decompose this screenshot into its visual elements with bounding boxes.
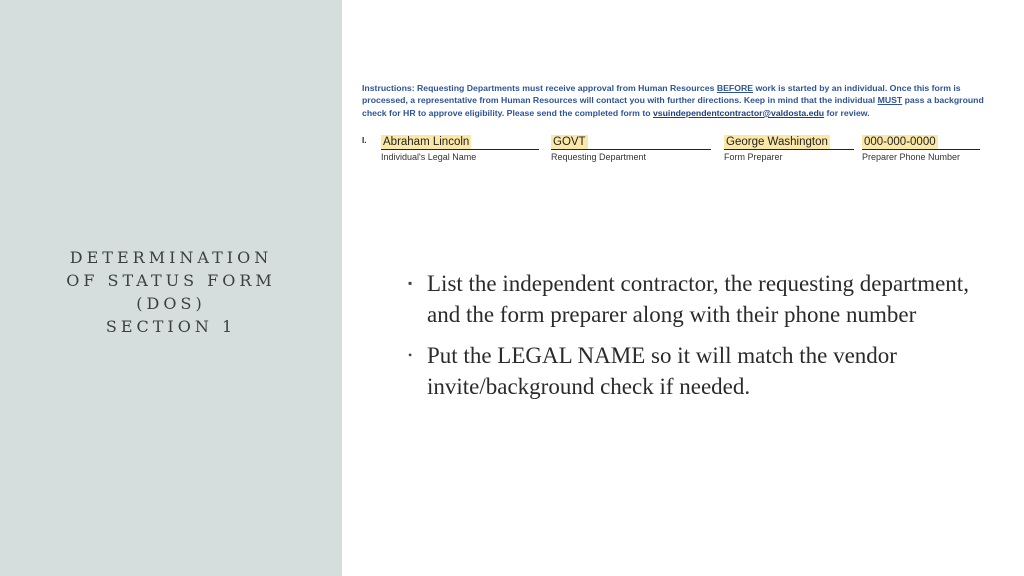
form-screenshot bbox=[362, 82, 1012, 168]
section-title-line-4: SECTION 1 bbox=[105, 317, 237, 336]
left-panel bbox=[0, 0, 342, 576]
instructions-text-4: for review. bbox=[824, 107, 870, 118]
instructions-text-2: work is started by an individual. Once this form is processed, a representative from Human Resources will contact you with further directions. Keep in mind that the individual bbox=[362, 83, 961, 106]
field-phone-value: 000-000-0000 bbox=[864, 136, 936, 148]
instructions-must: MUST bbox=[877, 95, 903, 106]
instructions-before: BEFORE bbox=[716, 83, 754, 93]
field-legal-name-value: Abraham Lincoln bbox=[383, 136, 470, 148]
field-phone bbox=[862, 132, 961, 162]
section-title-line-2: OF STATUS FORM bbox=[66, 271, 276, 290]
field-phone-label: Preparer Phone Number bbox=[862, 152, 961, 162]
instructions-text-1: Instructions: Requesting Departments must receive approval from Human Resources bbox=[362, 83, 717, 93]
instructions-text-3: pass a background check for HR to approve eligibility. Please send the completed form to bbox=[362, 95, 984, 118]
square-bullet-icon: ▪ bbox=[408, 276, 413, 290]
section-number: I. bbox=[362, 136, 367, 145]
field-department-label: Requesting Department bbox=[551, 152, 647, 162]
field-legal-name bbox=[381, 132, 477, 162]
bullet-item bbox=[406, 340, 981, 402]
bullet-text: Put the LEGAL NAME so it will match the vendor invite/background check if needed. bbox=[427, 343, 897, 399]
bullet-item bbox=[406, 268, 981, 330]
form-instructions bbox=[362, 82, 1007, 119]
instructions-email-link[interactable]: vsuindependentcontractor@valdosta.edu bbox=[652, 107, 825, 118]
field-preparer bbox=[724, 132, 830, 162]
field-department-value: GOVT bbox=[553, 136, 586, 148]
section-title-line-1: DETERMINATION bbox=[69, 248, 273, 267]
section-title-line-3: (DOS) bbox=[136, 294, 206, 313]
field-underline bbox=[381, 149, 539, 150]
bullet-list bbox=[406, 268, 981, 412]
field-department bbox=[551, 132, 647, 162]
field-preparer-label: Form Preparer bbox=[724, 152, 783, 162]
field-underline bbox=[862, 149, 980, 150]
bullet-text: List the independent contractor, the requesting department, and the form preparer along with their phone number bbox=[427, 271, 969, 327]
field-underline bbox=[551, 149, 711, 150]
field-preparer-value: George Washington bbox=[726, 136, 828, 148]
field-underline bbox=[724, 149, 854, 150]
field-legal-name-label: Individual's Legal Name bbox=[381, 152, 477, 162]
dot-bullet-icon: • bbox=[408, 348, 413, 362]
section-title bbox=[20, 246, 322, 338]
